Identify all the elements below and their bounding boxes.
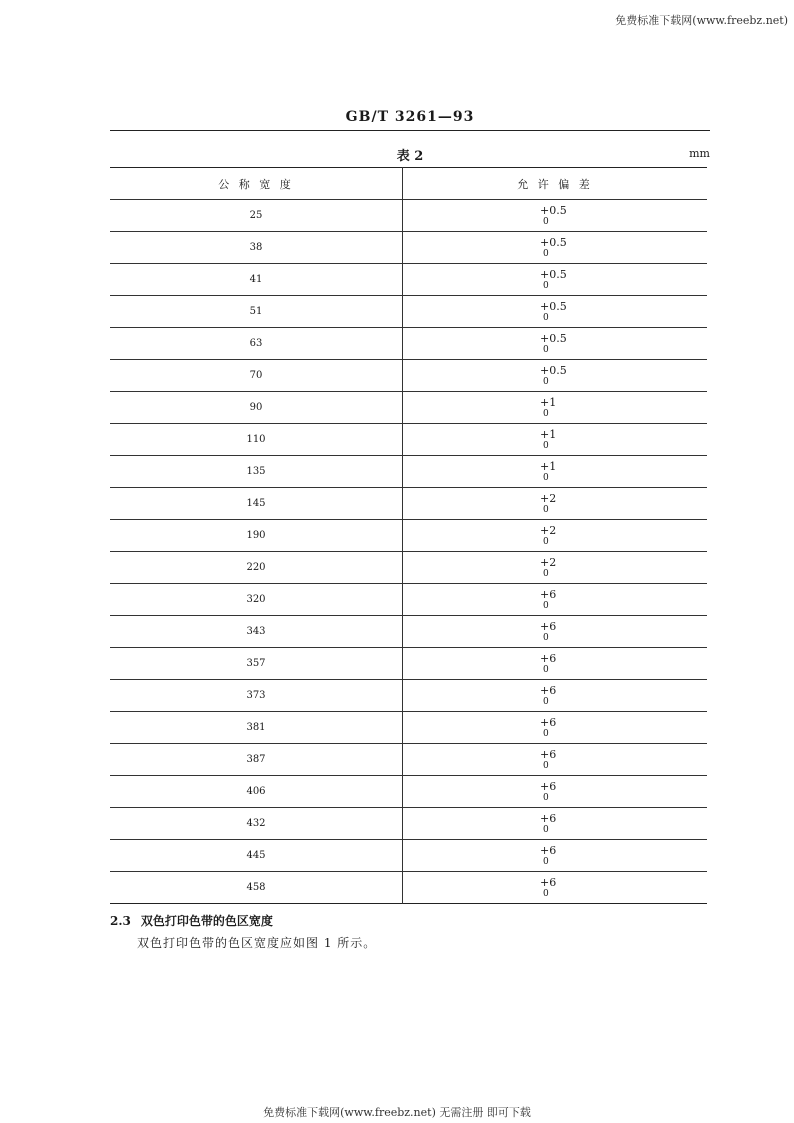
table-body — [110, 200, 707, 904]
table-row — [110, 296, 707, 328]
tolerance-lower: 0 — [543, 376, 549, 387]
watermark-top: 免费标准下载网(www.freebz.net) — [615, 14, 788, 27]
nominal-width-cell: 38 — [110, 232, 403, 264]
tolerance-upper: +6 — [540, 619, 557, 633]
tolerance-cell — [403, 200, 708, 232]
tolerance-lower: 0 — [543, 504, 549, 515]
watermark-bottom: 免费标准下载网(www.freebz.net) 无需注册 即可下载 — [263, 1106, 531, 1119]
tolerance-lower: 0 — [543, 824, 549, 835]
tolerance-lower: 0 — [543, 408, 549, 419]
tolerance-cell — [403, 520, 708, 552]
table-row — [110, 520, 707, 552]
nominal-width-cell: 406 — [110, 776, 403, 808]
tolerance-upper: +6 — [540, 843, 557, 857]
tolerance-upper: +2 — [540, 555, 557, 569]
tolerance-cell — [403, 232, 708, 264]
tolerance-cell — [403, 584, 708, 616]
tolerance-cell — [403, 808, 708, 840]
tolerance-lower: 0 — [543, 664, 549, 675]
table-row — [110, 712, 707, 744]
tolerance-cell — [403, 648, 708, 680]
tolerance-lower: 0 — [543, 728, 549, 739]
tolerance-table — [110, 167, 707, 904]
nominal-width-cell: 445 — [110, 840, 403, 872]
nominal-width-cell: 343 — [110, 616, 403, 648]
nominal-width-cell: 51 — [110, 296, 403, 328]
tolerance-upper: +6 — [540, 715, 557, 729]
nominal-width-cell: 135 — [110, 456, 403, 488]
nominal-width-cell: 110 — [110, 424, 403, 456]
table-row — [110, 616, 707, 648]
table-row — [110, 680, 707, 712]
section-heading — [110, 912, 273, 929]
tolerance-cell — [403, 744, 708, 776]
nominal-width-cell: 357 — [110, 648, 403, 680]
tolerance-lower: 0 — [543, 856, 549, 867]
tolerance-upper: +1 — [540, 459, 557, 473]
tolerance-lower: 0 — [543, 216, 549, 227]
table-header-row — [110, 168, 707, 200]
nominal-width-cell: 387 — [110, 744, 403, 776]
nominal-width-cell: 25 — [110, 200, 403, 232]
nominal-width-cell: 41 — [110, 264, 403, 296]
tolerance-cell — [403, 456, 708, 488]
tolerance-upper: +1 — [540, 427, 557, 441]
table-row — [110, 232, 707, 264]
nominal-width-cell: 70 — [110, 360, 403, 392]
tolerance-upper: +0.5 — [540, 267, 567, 281]
tolerance-upper: +6 — [540, 747, 557, 761]
tolerance-cell — [403, 296, 708, 328]
table-row — [110, 648, 707, 680]
tolerance-cell — [403, 264, 708, 296]
tolerance-upper: +2 — [540, 523, 557, 537]
nominal-width-cell: 381 — [110, 712, 403, 744]
tolerance-lower: 0 — [543, 888, 549, 899]
tolerance-lower: 0 — [543, 632, 549, 643]
tolerance-cell — [403, 424, 708, 456]
tolerance-upper: +1 — [540, 395, 557, 409]
table-row — [110, 264, 707, 296]
nominal-width-cell: 220 — [110, 552, 403, 584]
table-row — [110, 200, 707, 232]
tolerance-cell — [403, 680, 708, 712]
tolerance-upper: +6 — [540, 683, 557, 697]
tolerance-lower: 0 — [543, 792, 549, 803]
nominal-width-cell: 432 — [110, 808, 403, 840]
tolerance-lower: 0 — [543, 440, 549, 451]
tolerance-upper: +6 — [540, 875, 557, 889]
table-row — [110, 328, 707, 360]
tolerance-lower: 0 — [543, 312, 549, 323]
table-row — [110, 456, 707, 488]
tolerance-cell — [403, 840, 708, 872]
tolerance-lower: 0 — [543, 600, 549, 611]
tolerance-cell — [403, 712, 708, 744]
tolerance-lower: 0 — [543, 568, 549, 579]
tolerance-upper: +2 — [540, 491, 557, 505]
nominal-width-cell: 458 — [110, 872, 403, 904]
tolerance-cell — [403, 552, 708, 584]
table-row — [110, 776, 707, 808]
table-row — [110, 808, 707, 840]
tolerance-upper: +0.5 — [540, 299, 567, 313]
table-row — [110, 360, 707, 392]
nominal-width-cell: 63 — [110, 328, 403, 360]
tolerance-lower: 0 — [543, 248, 549, 259]
table-row — [110, 584, 707, 616]
table-row — [110, 872, 707, 904]
tolerance-lower: 0 — [543, 696, 549, 707]
tolerance-upper: +0.5 — [540, 235, 567, 249]
section-body: 双色打印色带的色区宽度应如图 1 所示。 — [137, 936, 377, 950]
tolerance-upper: +6 — [540, 651, 557, 665]
tolerance-upper: +0.5 — [540, 363, 567, 377]
nominal-width-cell: 190 — [110, 520, 403, 552]
tolerance-upper: +6 — [540, 587, 557, 601]
nominal-width-cell: 373 — [110, 680, 403, 712]
standard-code: GB/T 3261—93 — [345, 109, 475, 125]
tolerance-cell — [403, 776, 708, 808]
table-row — [110, 424, 707, 456]
nominal-width-cell: 320 — [110, 584, 403, 616]
tolerance-lower: 0 — [543, 280, 549, 291]
tolerance-cell — [403, 488, 708, 520]
tolerance-cell — [403, 360, 708, 392]
header-tolerance: 允 许 偏 差 — [403, 168, 708, 200]
tolerance-cell — [403, 616, 708, 648]
section-title: 双色打印色带的色区宽度 — [140, 914, 273, 928]
header-nominal-width: 公 称 宽 度 — [110, 168, 403, 200]
nominal-width-cell: 145 — [110, 488, 403, 520]
tolerance-upper: +6 — [540, 811, 557, 825]
tolerance-cell — [403, 328, 708, 360]
table-row — [110, 744, 707, 776]
table-row — [110, 488, 707, 520]
tolerance-upper: +6 — [540, 779, 557, 793]
table-unit: mm — [689, 147, 710, 160]
header-rule — [110, 130, 710, 131]
tolerance-lower: 0 — [543, 536, 549, 547]
table-row — [110, 552, 707, 584]
table-title: 表 2 — [396, 149, 424, 164]
tolerance-cell — [403, 872, 708, 904]
tolerance-upper: +0.5 — [540, 331, 567, 345]
section-number: 2.3 — [110, 914, 131, 928]
nominal-width-cell: 90 — [110, 392, 403, 424]
tolerance-lower: 0 — [543, 344, 549, 355]
tolerance-upper: +0.5 — [540, 203, 567, 217]
tolerance-lower: 0 — [543, 760, 549, 771]
table-row — [110, 392, 707, 424]
tolerance-lower: 0 — [543, 472, 549, 483]
table-row — [110, 840, 707, 872]
tolerance-cell — [403, 392, 708, 424]
